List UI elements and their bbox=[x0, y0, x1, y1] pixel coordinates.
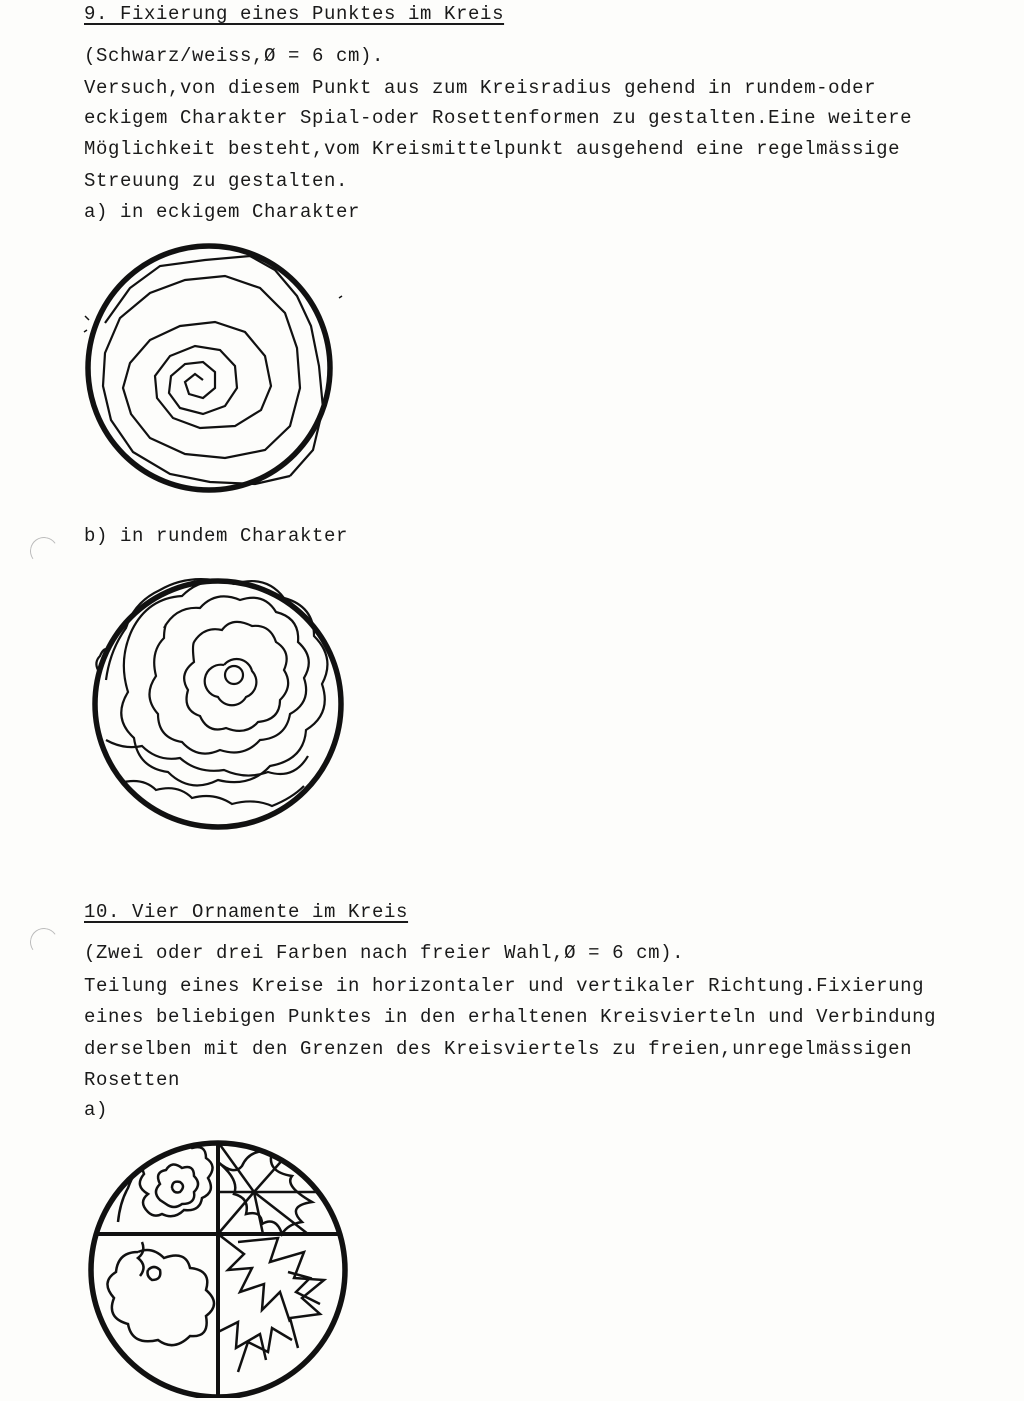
section-10-label-a: a) bbox=[84, 1099, 109, 1121]
spiral-line bbox=[103, 276, 300, 484]
section-10-paragraph-line: Teilung eines Kreise in horizontaler und vertikaler Richtung.Fixierung bbox=[84, 975, 925, 997]
section-9-label-b: b) in rundem Charakter bbox=[84, 525, 349, 547]
section-10-heading: 10. Vier Ornamente im Kreis bbox=[84, 901, 409, 923]
ornament-bottom-right bbox=[218, 1234, 324, 1372]
round-spiral-figure bbox=[84, 570, 354, 840]
section-10-spec: (Zwei oder drei Farben nach freier Wahl,Ø = 6 cm). bbox=[84, 942, 685, 964]
section-9-paragraph-line: Möglichkeit besteht,vom Kreismittelpunkt ausgehend eine regelmässige bbox=[84, 138, 901, 160]
section-9-paragraph-line: Streuung zu gestalten. bbox=[84, 170, 349, 192]
section-9-paragraph-line: Versuch,von diesem Punkt aus zum Kreisradius gehend in rundem-oder bbox=[84, 77, 877, 99]
section-10-paragraph-line: Rosetten bbox=[84, 1069, 181, 1091]
angular-spiral-figure bbox=[75, 238, 345, 500]
ornament-bottom-left bbox=[107, 1242, 214, 1345]
figure-outer-circle bbox=[95, 581, 341, 827]
section-9-paragraph-line: eckigem Charakter Spial-oder Rosettenformen zu gestalten.Eine weitere bbox=[84, 107, 913, 129]
punch-hole-mark bbox=[28, 926, 60, 958]
section-10-paragraph-line: derselben mit den Grenzen des Kreisviertels zu freien,unregelmässigen bbox=[84, 1038, 913, 1060]
section-9-label-a: a) in eckigem Charakter bbox=[84, 201, 361, 223]
section-9-heading: 9. Fixierung eines Punktes im Kreis bbox=[84, 3, 505, 25]
four-ornaments-figure bbox=[78, 1122, 358, 1398]
spiral-line bbox=[105, 256, 323, 476]
section-10-paragraph-line: eines beliebigen Punktes in den erhaltenen Kreisvierteln und Verbindung bbox=[84, 1006, 937, 1028]
section-9-spec: (Schwarz/weiss,Ø = 6 cm). bbox=[84, 45, 385, 67]
punch-hole-mark bbox=[28, 535, 60, 567]
